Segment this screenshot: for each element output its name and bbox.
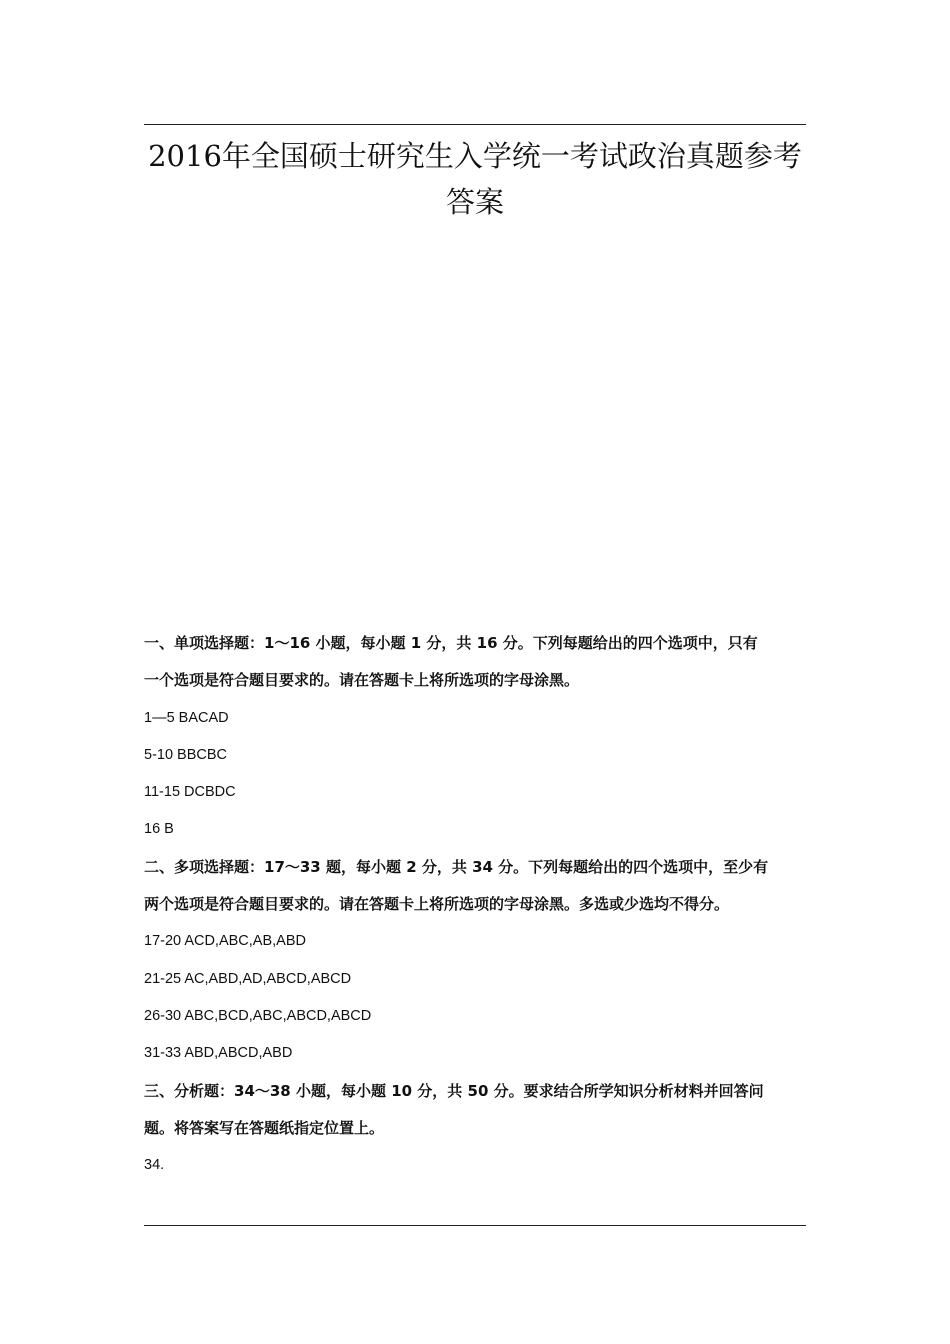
answer-line: 16 B [144, 821, 174, 838]
question-number: 34. [144, 1157, 165, 1174]
section1-heading-line-1: 一、单项选择题：1～16 小题，每小题 1 分，共 16 分。下列每题给出的四个选项中，只有 [144, 634, 758, 652]
section2-heading-line-2: 两个选项是符合题目要求的。请在答题卡上将所选项的字母涂黑。多选或少选均不得分。 [144, 895, 730, 914]
answer-line: 1—5 BACAD [144, 709, 229, 726]
page-title [120, 133, 830, 225]
top-rule [144, 124, 806, 125]
answer-line: 11-15 DCBDC [144, 784, 236, 801]
answer-line: 31-33 ABD,ABCD,ABD [144, 1045, 293, 1062]
title-line-2: 答案 [445, 185, 504, 219]
title-line-1: 2016年全国硕士研究生入学统一考试政治真题参考 [148, 139, 802, 173]
section3-heading-line-1: 三、分析题：34～38 小题，每小题 10 分，共 50 分。要求结合所学知识分析材料并回答问 [144, 1081, 764, 1100]
section3-heading-line-2: 题。将答案写在答题纸指定位置上。 [144, 1118, 385, 1137]
section2-heading-line-1: 二、多项选择题：17～33 题，每小题 2 分，共 34 分。下列每题给出的四个选项中，至少有 [144, 857, 769, 876]
answer-line: 26-30 ABC,BCD,ABC,ABCD,ABCD [144, 1007, 372, 1024]
bottom-rule [144, 1225, 806, 1226]
document-body [144, 629, 814, 1188]
answer-line: 5-10 BBCBC [144, 746, 228, 763]
section1-heading-line-2: 一个选项是符合题目要求的。请在答题卡上将所选项的字母涂黑。 [144, 671, 580, 690]
answer-line: 17-20 ACD,ABC,AB,ABD [144, 933, 306, 950]
answer-line: 21-25 AC,ABD,AD,ABCD,ABCD [144, 970, 352, 987]
